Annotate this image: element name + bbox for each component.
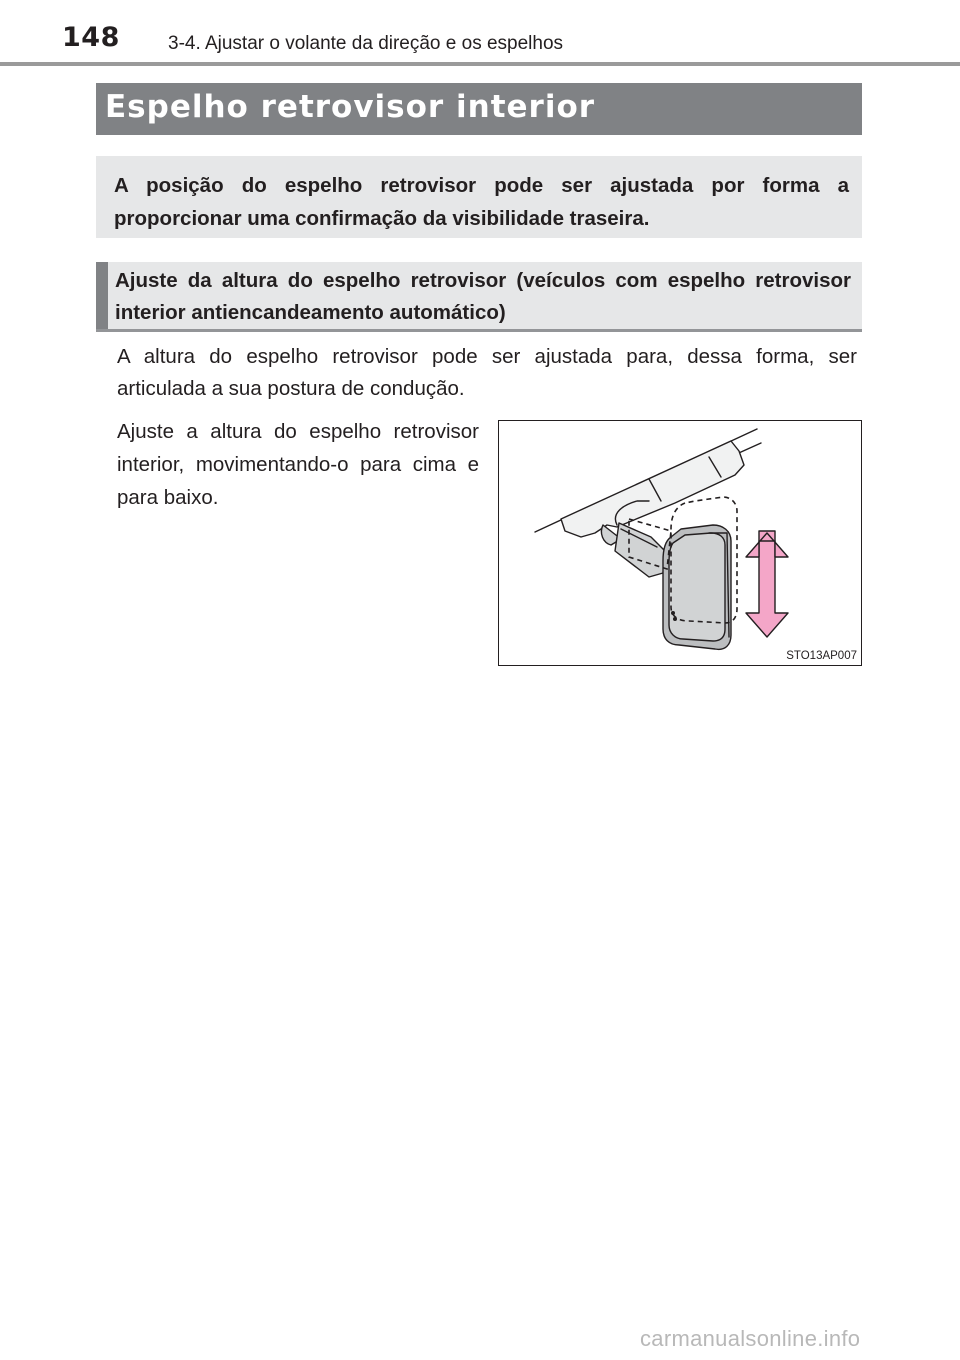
body-paragraph: A altura do espelho retrovisor pode ser ajustada para, dessa forma, ser articulada a sua postura de condução. (117, 345, 857, 400)
rearview-mirror-drawing (499, 421, 860, 664)
watermark: carmanualsonline.info (640, 1326, 861, 1351)
subsection-title: Ajuste da altura do espelho retrovisor (veículos com espelho retrovisor interior antiencandeamento automático) (115, 269, 851, 324)
double-vertical-arrow-icon (746, 531, 788, 637)
page-number: 148 (62, 22, 120, 53)
chapter-title: 3-4. Ajustar o volante da direção e os espelhos (168, 33, 564, 54)
subsection-heading (96, 262, 862, 332)
header-rule (0, 62, 960, 66)
page-header (0, 0, 960, 66)
mirror-illustration (498, 420, 862, 666)
section-title: Espelho retrovisor interior (105, 89, 596, 125)
intro-box: A posição do espelho retrovisor pode ser ajustada por forma a proporcionar uma confirmação da visibilidade traseira. (96, 156, 862, 238)
figure-code: STO13AP007 (786, 650, 857, 662)
instruction-paragraph: Ajuste a altura do espelho retrovisor interior, movimentando-o para cima e para baixo. (117, 420, 479, 509)
subsection-accent (96, 262, 108, 329)
section-title-bar (96, 83, 862, 135)
